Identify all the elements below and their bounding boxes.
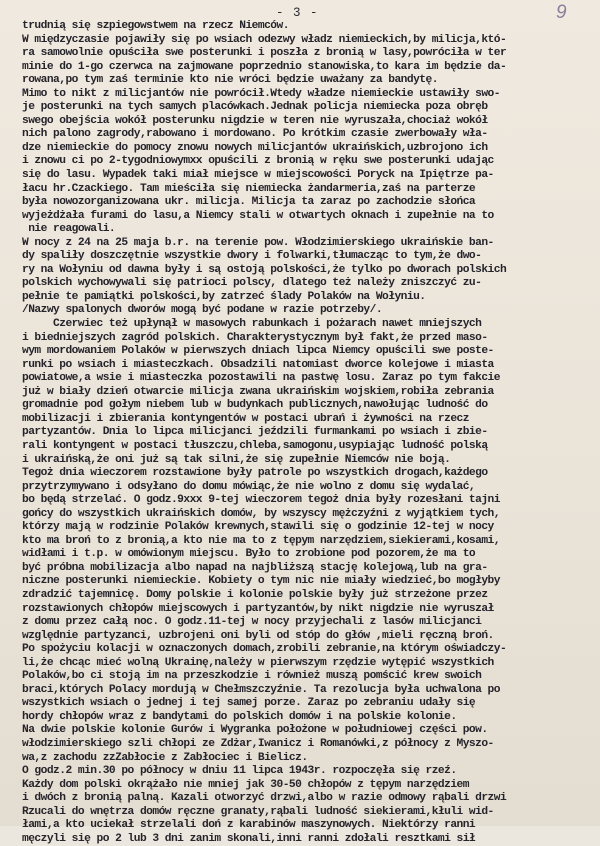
text-line: się do lasu. Wypadek taki miał miejsce w miejscowości Poryck na Ipiętrze pa- bbox=[22, 169, 494, 182]
text-line: braci,których Polacy mordują w Chełmszczyźnie. Ta rezolucja była uchwalona po bbox=[22, 683, 500, 696]
page-number: - 3 - bbox=[276, 6, 319, 20]
text-line: minie do 1-go czerwca na zajmowane poprzednio stanowiska,to kara im będzie da- bbox=[22, 60, 507, 73]
text-line: runki po wsiach i miasteczkach. Obsadzili natomiast dworce kolejowe i miasta bbox=[22, 358, 494, 371]
text-line: Rzucali do wnętrza domów ręczne granaty,rąbali ludność siekierami,kłuli wid- bbox=[22, 805, 494, 818]
text-line: li,że chcąc mieć wolną Ukrainę,należy w pierwszym rzędzie wytępić wszystkich bbox=[22, 656, 494, 669]
text-line: już w biały dzień otwarcie milicja zwana ukraińskim wojskiem,robiła zebrania bbox=[22, 385, 494, 398]
text-line: Polaków,bo ci stoją im na przeszkodzie i również muszą pomścić krew swoich bbox=[22, 670, 482, 683]
text-line: włodzimierskiego szli chłopi ze Zdżar,Iwanicz i Romanówki,z północy z Myszo- bbox=[22, 737, 494, 750]
text-line: powiatowe,a wsie i miasteczka pozostawili na pastwę losu. Zaraz po tym fakcie bbox=[22, 372, 500, 385]
text-line: ra samowolnie opuściła swe posterunki i poszła z bronią w lasy,powróciła w ter bbox=[22, 47, 507, 60]
text-line: W nocy z 24 na 25 maja b.r. na terenie pow. Włodzimierskiego ukraińskie ban- bbox=[22, 236, 494, 249]
text-line: Czerwiec też upłynął w masowych rabunkach i pożarach nawet mniejszych bbox=[22, 318, 482, 331]
text-line: wa,z zachodu zzZabłocie z Zabłociec i Bielicz. bbox=[22, 751, 308, 764]
text-line: rali kontyngent w postaci tłuszczu,chleba,samogonu,usypiając ludność polską bbox=[22, 439, 488, 452]
text-line: Na dwie polskie kolonie Gurów i Wygranka położone w południowej części pow. bbox=[22, 724, 488, 737]
text-line: Mimo to nikt z milicjantów nie powrócił.Wtedy władze niemieckie ustawiły swo- bbox=[22, 87, 500, 100]
text-line: przytrzymywano i odsyłano do domu mówiąc,że nie wolno z domu się wydalać, bbox=[22, 480, 476, 493]
text-line: wszystkich wsiach o jednej i tej samej porze. Zaraz po zebraniu udały się bbox=[22, 697, 476, 710]
text-line: Tegoż dnia wieczorem rozstawione były patrole po wszystkich drogach,każdego bbox=[22, 467, 488, 480]
text-line: względnie partyzanci, uzbrojeni oni byli od stóp do głów ,mieli ręczną broń. bbox=[22, 629, 494, 642]
text-line: rozstawionych chłopów miejscowych i partyzantów,by nikt nigdzie nie wyruszał bbox=[22, 602, 494, 615]
text-line: dy spaliły doszczętnie wszystkie dwory i folwarki,tłumacząc to tym,że dwo- bbox=[22, 250, 482, 263]
text-line: partyzantów. Dnia lo lipca milicjanci jeździli furmankami po wsiach i zbie- bbox=[22, 426, 488, 439]
text-line: z domu przez całą noc. O godz.11-tej w nocy przyjechali z lasów milicjanci bbox=[22, 616, 482, 629]
text-line: Każdy dom polski okrążało nie mniej jak 30-50 chłopów z tępym narzędziem bbox=[22, 778, 469, 791]
text-line: hordy chłopów wraz z bandytami do polskich domów i na polskie kolonie. bbox=[22, 710, 457, 723]
text-line: nich palono zagrody,rabowano i mordowano. Po krótkim czasie zwerbowały wła- bbox=[22, 128, 488, 141]
text-line: zdradzić tajemnicę. Domy polskie i kolonie polskie były już strzeżone przez bbox=[22, 588, 488, 601]
text-line: i dwóch z bronią palną. Kazali otworzyć drzwi,albo w razie odmowy rąbali drzwi bbox=[22, 792, 507, 805]
text-line: polskich wychowywali się patrioci polscy, dlatego też należy zniszczyć zu- bbox=[22, 277, 482, 290]
text-line: kto ma broń to z bronią,a kto nie ma to z tępym narzędziem,siekierami,kosami, bbox=[22, 534, 500, 547]
text-line: być próbna mobilizacja albo napad na najbliższą stację kolejową,lub na gra- bbox=[22, 561, 488, 574]
text-line: i biedniejszych zagród polskich. Charakterystycznym był fakt,że przed maso- bbox=[22, 331, 488, 344]
text-line: męczyli się po 2 lub 3 dni zanim skonali,inni ranni zdołali resztkami sił bbox=[22, 832, 476, 845]
text-line: niczne posterunki niemieckie. Kobiety o tym nic nie miały wiedzieć,bo mogłyby bbox=[22, 575, 500, 588]
text-line: łami,a kto uciekał strzelali doń z karabinów maszynowych. Niektórzy ranni bbox=[22, 819, 476, 832]
text-line: /Nazwy spalonych dworów mogą być podane w razie potrzeby/. bbox=[22, 304, 383, 317]
text-line: wym mordowaniem Polaków w pierwszych dniach lipca Niemcy opuścili swe poste- bbox=[22, 345, 494, 358]
text-line: bo będą strzelać. O godz.9xxx 9-tej wieczorem tegoż dnia były rozesłani tajni bbox=[22, 494, 500, 507]
text-line: dze niemieckie do pomocy znowu nowych milicjantów ukraińskich,uzbrojono ich bbox=[22, 141, 488, 154]
text-line: widłami i t.p. w omówionym miejscu. Było to zrobione pod pozorem,że ma to bbox=[22, 548, 476, 561]
archive-number-mark: 9 bbox=[556, 2, 567, 23]
text-line: gromadnie pod gołym niebem lub w budynkach publicznych,nawołując ludność do bbox=[22, 399, 488, 412]
text-line: W międzyczasie pojawiły się po wsiach odezwy władz niemieckich,by milicja,któ- bbox=[22, 33, 507, 46]
text-line: wyjeżdżała furami do lasu,a Niemcy stali w otwartych oknach i zupełnie na to bbox=[22, 209, 494, 222]
text-line: nie reagowali. bbox=[22, 223, 116, 236]
text-line: je posterunki na tych samych placówkach.Jednak policja niemiecka poza obręb bbox=[22, 101, 488, 114]
text-line: rowana,po tym zaś terminie kto nie wróci będzie uważany za bandytę. bbox=[22, 74, 438, 87]
text-line: Po spożyciu kolacji w oznaczonych domach,zrobili zebranie,na którym oświadczy- bbox=[22, 643, 507, 656]
text-line: pełnie te pamiątki polskości,by zatrzeć ślady Polaków na Wołyniu. bbox=[22, 290, 426, 303]
text-line: trudnią się szpiegowstwem na rzecz Niemców. bbox=[22, 20, 289, 32]
text-line: i znowu ci po 2-tygodniowymxx opuścili z bronią w ręku swe posterunki udając bbox=[22, 155, 494, 168]
text-line: gońcy do wszystkich ukraińskich domów, by wszyscy mężczyźni z wyjątkiem tych, bbox=[22, 507, 500, 520]
text-line: którzy mają w rodzinie Polaków krewnych,stawili się o godzinie 12-tej w nocy bbox=[22, 521, 494, 534]
text-line: mobilizacji i zbierania kontyngentów w postaci ubrań i żywności na rzecz bbox=[22, 412, 469, 425]
text-line: swego obejścia wokół posterunku nigdzie w teren nie wyruszała,chociaż wokół bbox=[22, 114, 488, 127]
text-line: była nowozorganizowana ukr. milicja. Milicja ta zaraz po zachodzie słońca bbox=[22, 196, 476, 209]
text-line: O godz.2 min.30 po północy w dniu 11 lipca 1943r. rozpoczęła się rzeź. bbox=[22, 765, 457, 778]
typewritten-text-body bbox=[22, 20, 592, 846]
text-line: łacu hr.Czackiego. Tam mieściła się niemiecka żandarmeria,zaś na parterze bbox=[22, 182, 476, 195]
text-line: i ukraińską,że oni już są tak silni,że się zupełnie Niemców nie boją. bbox=[22, 453, 451, 466]
text-line: ry na Wołyniu od dawna były i są ostoją polskości,że tylko po dworach polskich bbox=[22, 263, 507, 276]
